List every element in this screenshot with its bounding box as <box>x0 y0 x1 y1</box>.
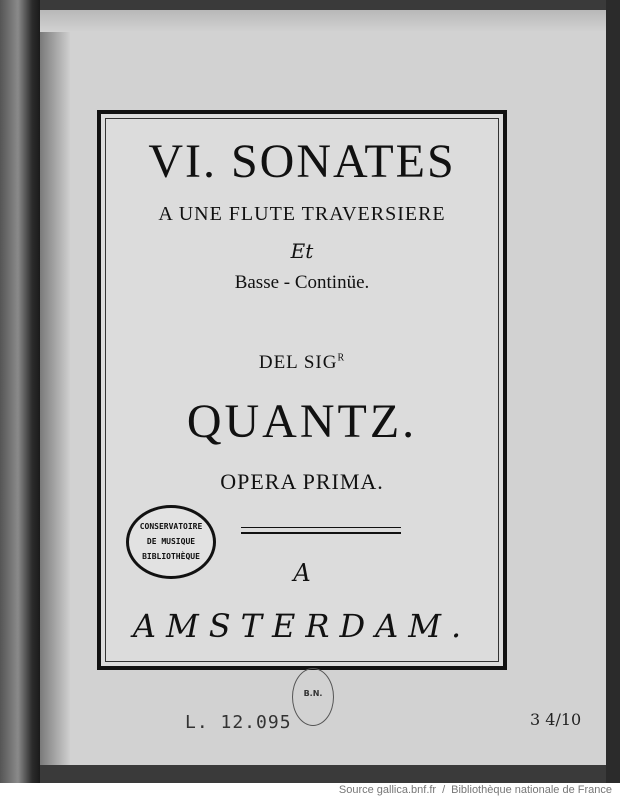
footer-credit <box>339 784 612 796</box>
decorative-rule-thick <box>241 532 401 534</box>
page-top-shadow <box>40 10 608 32</box>
shelfmark: L. 12.095 <box>185 712 292 733</box>
book-spine <box>0 0 40 783</box>
opus-number: OPERA PRIMA. <box>220 469 384 494</box>
instrument-line: A UNE FLUTE TRAVERSIERE <box>158 203 446 225</box>
attribution <box>101 352 503 374</box>
footer-separator: / <box>442 784 446 796</box>
conservatoire-stamp <box>126 505 216 579</box>
document-title: VI. SONATES <box>148 135 456 188</box>
page-mark: 3 4/10 <box>530 710 582 729</box>
bnf-stamp-text: B.N. <box>303 689 323 698</box>
bnf-stamp <box>292 668 334 726</box>
imprint-city: AMSTERDAM. <box>132 607 472 645</box>
stamp-line-3: BIBLIOTHÈQUE <box>142 552 200 561</box>
imprint-prefix: A <box>293 559 311 587</box>
title-frame <box>97 110 507 670</box>
page-gutter-shadow <box>40 10 70 765</box>
stamp-line-2: DE MUSIQUE <box>146 537 196 546</box>
decorative-rule-thin <box>241 527 401 528</box>
conjunction: Et <box>290 239 314 263</box>
scan-right-edge <box>606 0 620 783</box>
continuo-line: Basse - Continüe. <box>234 272 370 293</box>
attribution-prefix: DEL SIG <box>258 352 338 373</box>
stamp-line-1: CONSERVATOIRE <box>139 522 203 531</box>
footer-bar <box>0 783 620 800</box>
composer-name: QUANTZ. <box>186 395 418 448</box>
attribution-superscript: R <box>337 352 346 364</box>
footer-library-link[interactable]: Bibliothèque nationale de France <box>451 784 612 796</box>
footer-source-link[interactable]: Source gallica.bnf.fr <box>338 784 437 796</box>
